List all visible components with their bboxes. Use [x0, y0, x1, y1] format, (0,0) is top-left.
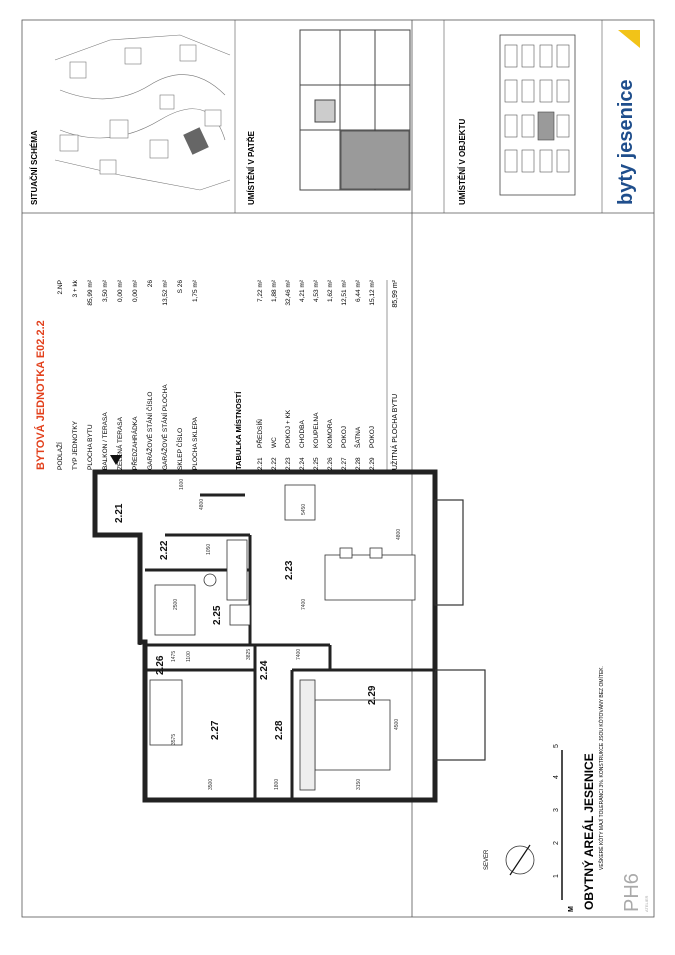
spec-value: 85,99 m² [87, 280, 94, 306]
terrace-window [435, 670, 485, 760]
dim-3825: 3825 [246, 648, 252, 660]
room-name: CHODBA [299, 420, 306, 448]
spec-label: SKLEP ČÍSLO [177, 427, 184, 470]
room-code: 2.29 [369, 457, 376, 470]
total-label: UŽITNÁ PLOCHA BYTU [392, 393, 399, 470]
scale-tick-5: 5 [553, 744, 560, 748]
floor-plan [95, 455, 485, 800]
room-area: 7,22 m² [257, 280, 264, 303]
tolerance-note: VEŠKERÉ KÓTY MAJÍ TOLERANCI 3%. KONSTRUKCE JSOU KÓTOVÁNY BEZ OMÍTEK. [599, 665, 605, 870]
room-area: 4,53 m² [313, 280, 320, 303]
spec-value: 1,75 m² [192, 280, 199, 303]
room-label-2-28: 2.28 [274, 720, 285, 740]
site-scheme-title: SITUAČNÍ SCHÉMA [30, 130, 39, 205]
dim-7400-b: 7400 [296, 648, 302, 660]
dim-4800-a: 4800 [199, 498, 205, 510]
room-area: 32,46 m² [285, 280, 292, 306]
dim-1600: 1600 [179, 478, 185, 490]
room-label-2-27: 2.27 [210, 720, 221, 740]
spec-label: TYP JEDNOTKY [72, 420, 79, 470]
studio-sub: ATELIER [644, 895, 649, 912]
spec-value: 0,00 m² [132, 280, 139, 303]
spec-label: PŘEDZAHRÁDKA [132, 416, 139, 470]
room-label-2-26: 2.26 [155, 655, 166, 675]
dim-3575: 3575 [171, 733, 177, 745]
spec-label: GARÁŽOVÉ STÁNÍ PLOCHA [162, 384, 169, 470]
spec-value: 3,50 m² [102, 280, 109, 303]
project-title: OBYTNÝ AREÁL JESENICE [582, 753, 596, 910]
scale-tick-2: 2 [553, 841, 560, 845]
logo-mark [618, 30, 640, 48]
dim-5450: 5450 [301, 503, 307, 515]
room-label-2-29: 2.29 [367, 685, 378, 705]
room-name: ŠATNA [355, 426, 362, 448]
site-highlight [183, 127, 209, 155]
room-label-2-25: 2.25 [212, 605, 223, 625]
room-area: 1,62 m² [327, 280, 334, 303]
spec-value: 3 + kk [72, 280, 79, 298]
room-label-2-24: 2.24 [259, 660, 270, 680]
room-area: 15,12 m² [369, 280, 376, 306]
unit-info-block [34, 279, 399, 470]
site-scheme-panel [30, 35, 230, 205]
spec-label: PLOCHA SKLEPA [192, 417, 199, 470]
dim-4500: 4500 [394, 718, 400, 730]
room-name: KOMORA [327, 419, 334, 448]
room-code: 2.27 [341, 457, 348, 470]
spec-value: 13,52 m² [162, 280, 169, 306]
spec-value: 26 [147, 280, 154, 288]
floor-location-title: UMÍSTĚNÍ V PATŘE [247, 131, 256, 205]
dim-7400-a: 7400 [301, 598, 307, 610]
toilet [204, 574, 216, 586]
washbasin [230, 605, 250, 625]
room-area: 6,44 m² [355, 280, 362, 303]
scale-tick-4: 4 [553, 775, 560, 779]
room-code: 2.25 [313, 457, 320, 470]
spec-label: BALKON / TERASA [102, 412, 109, 470]
room-name: POKOJ + KK [285, 409, 292, 448]
building-location-panel [458, 35, 575, 205]
logo-text: byty jesenice [615, 79, 637, 205]
dim-1800: 1800 [274, 778, 280, 790]
room-label-2-22: 2.22 [159, 540, 170, 560]
spec-label: GARÁŽOVÉ STÁNÍ ČÍSLO [147, 391, 154, 470]
dim-4800-b: 4800 [396, 528, 402, 540]
balcony [435, 500, 463, 605]
room-area: 1,88 m² [271, 280, 278, 303]
spec-value: S 26 [177, 280, 184, 294]
unit-specs [55, 279, 199, 470]
dim-2500: 2500 [173, 598, 179, 610]
dining-table [285, 485, 315, 520]
spec-label: PLOCHA BYTU [87, 424, 94, 470]
room-label-2-23: 2.23 [284, 560, 295, 580]
room-code: 2.24 [299, 457, 306, 470]
wardrobe [300, 680, 315, 790]
unit-heading: BYTOVÁ JEDNOTKA E02.2.2 [35, 320, 47, 470]
spec-value: 0,00 m² [117, 280, 124, 303]
total-value: 85,99 m² [392, 280, 399, 308]
sofa [325, 555, 415, 600]
room-name: WC [271, 437, 278, 448]
room-code: 2.28 [355, 457, 362, 470]
room-code: 2.22 [271, 457, 278, 470]
kitchen-counter [227, 540, 247, 600]
room-area: 4,21 m² [299, 280, 306, 303]
dim-1475: 1475 [171, 650, 177, 662]
rooms-heading: TABULKA MÍSTNOSTÍ [234, 391, 243, 470]
room-name: POKOJ [369, 425, 376, 448]
north-label: SEVER [484, 849, 490, 870]
building-location-title: UMÍSTĚNÍ V OBJEKTU [458, 118, 467, 205]
scale-tick-3: 3 [553, 808, 560, 812]
room-code: 2.21 [257, 457, 264, 470]
double-bed [315, 700, 390, 770]
single-bed [150, 680, 182, 745]
room-name: KOUPELNA [313, 412, 320, 448]
room-name: POKOJ [341, 425, 348, 448]
dim-1050: 1050 [206, 543, 212, 555]
logo [615, 30, 640, 205]
studio-logo: PH6 [621, 873, 643, 912]
rooms-table [255, 279, 376, 470]
room-code: 2.26 [327, 457, 334, 470]
room-label-2-21: 2.21 [114, 503, 125, 523]
scale-label: M [568, 906, 575, 912]
spec-value: 2.NP [57, 280, 64, 295]
dim-1100: 1100 [186, 651, 192, 662]
floor-highlight [341, 131, 409, 189]
north-compass [484, 845, 534, 875]
building-highlight [538, 112, 554, 140]
dim-3150: 3150 [356, 778, 362, 790]
scale-bar [553, 744, 575, 912]
spec-label: ZELENÁ TERASA [117, 417, 124, 470]
dim-3500: 3500 [208, 778, 214, 790]
spec-label: PODLAŽÍ [57, 442, 64, 470]
room-name: PŘEDSÍŇ [257, 419, 264, 448]
floor-location-panel [247, 30, 410, 205]
room-area: 12,51 m² [341, 280, 348, 306]
scale-tick-1: 1 [553, 874, 560, 878]
room-code: 2.23 [285, 457, 292, 470]
